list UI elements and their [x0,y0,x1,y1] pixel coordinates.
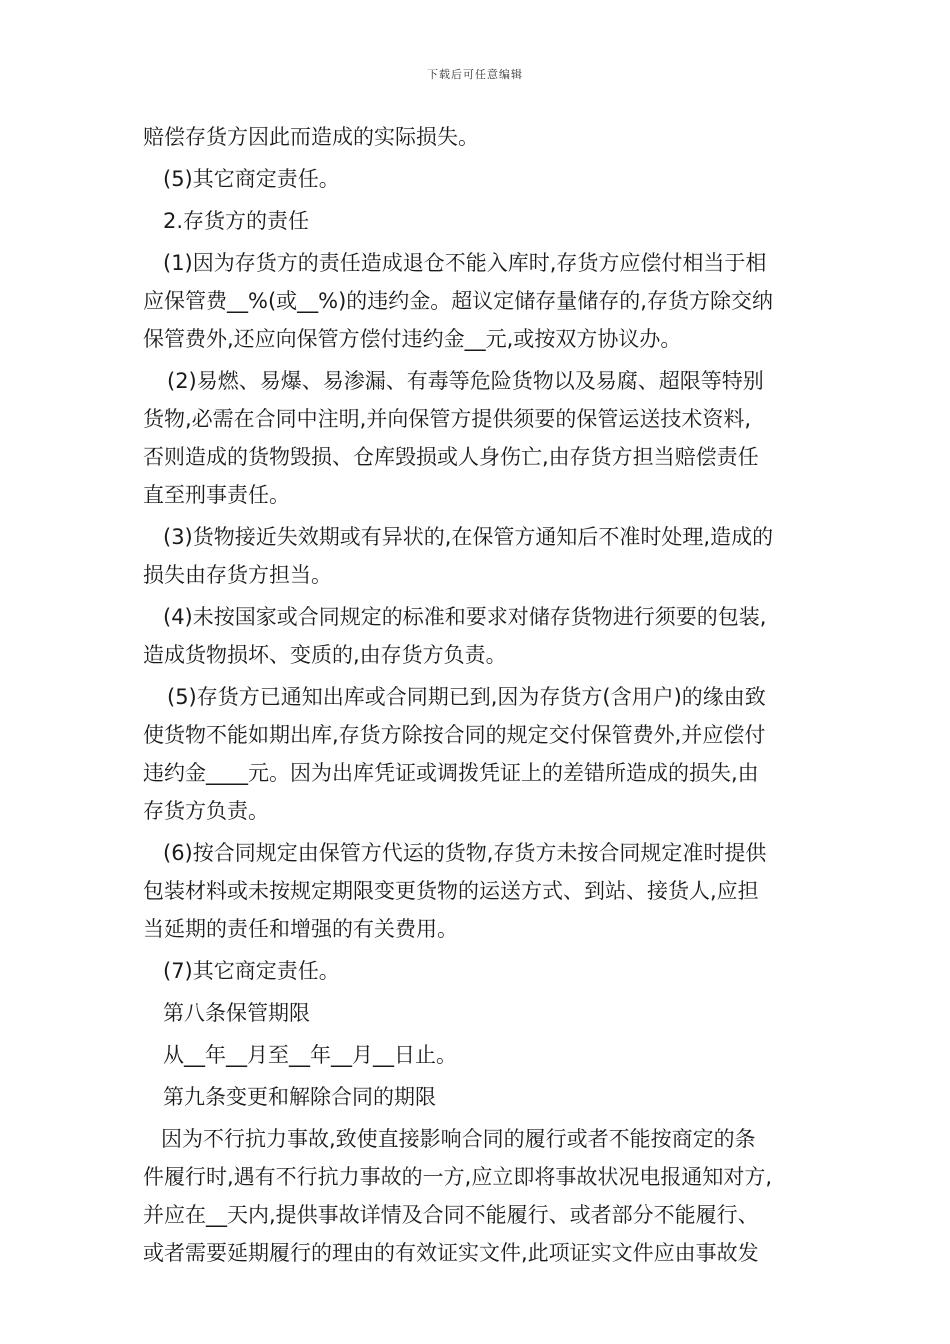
paragraph [143,834,813,948]
paragraph-line: 并应在__天内,提供事故详情及合同不能履行、或者部分不能履行、 [143,1203,759,1227]
paragraph [143,1036,813,1074]
paragraph [143,1120,813,1272]
paragraph [143,244,813,358]
paragraph [143,518,813,594]
paragraph-line: (2)易燃、易爆、易渗漏、有毒等危险货物以及易腐、超限等特别 [167,369,764,393]
paragraph-line: 或者需要延期履行的理由的有效证实文件,此项证实文件应由事故发 [143,1241,759,1265]
paragraph [143,118,813,156]
paragraph-line: 从__年__月至__年__月__日止。 [163,1043,457,1067]
paragraph-line: 违约金____元。因为出库凭证或调拨凭证上的差错所造成的损失,由 [143,761,759,785]
paragraph [143,952,813,990]
paragraph-line: 2.存货方的责任 [163,209,310,233]
paragraph [143,678,813,830]
paragraph-line: 包装材料或未按规定期限变更货物的运送方式、到站、接货人,应担 [143,879,759,903]
paragraph-line: 当延期的责任和增强的有关费用。 [143,917,458,941]
paragraph-line: 保管费外,还应向保管方偿付违约金__元,或按双方协议办。 [143,327,682,351]
paragraph-line: (3)货物接近失效期或有异状的,在保管方通知后不准时处理,造成的 [163,525,774,549]
paragraph-line: 货物,必需在合同中注明,并向保管方提供须要的保管运送技术资料, [143,407,752,431]
paragraph-line: (4)未按国家或合同规定的标准和要求对储存货物进行须要的包装, [163,605,767,629]
paragraph-line: 第九条变更和解除合同的期限 [163,1085,436,1109]
paragraph [143,160,813,198]
paragraph-line: 使货物不能如期出库,存货方除按合同的规定交付保管费外,并应偿付 [143,723,766,747]
paragraph-line: 造成货物损坏、变质的,由存货方负责。 [143,643,507,667]
paragraph [143,362,813,514]
paragraph-line: (5)其它商定责任。 [163,167,340,191]
paragraph-line: 第八条保管期限 [163,1001,310,1025]
paragraph-line: 赔偿存货方因此而造成的实际损失。 [143,125,479,149]
paragraph-line: 件履行时,遇有不行抗力事故的一方,应立即将事故状况电报通知对方, [143,1165,773,1189]
paragraph [143,202,813,240]
paragraph [143,994,813,1032]
page-header-note: 下载后可任意编辑 [427,68,523,81]
paragraph-line: (7)其它商定责任。 [163,959,340,983]
paragraph-line: (5)存货方已通知出库或合同期已到,因为存货方(含用户)的缘由致 [167,685,766,709]
paragraph-line: (1)因为存货方的责任造成退仓不能入库时,存货方应偿付相当于相 [163,251,767,275]
paragraph-line: 损失由存货方担当。 [143,563,332,587]
paragraph-line: 应保管费__%(或__%)的违约金。超议定储存量储存的,存货方除交纳 [143,289,773,313]
paragraph-line: 因为不行抗力事故,致使直接影响合同的履行或者不能按商定的条 [161,1127,756,1151]
document-body [143,118,813,1272]
paragraph-line: 直至刑事责任。 [143,483,290,507]
paragraph-line: 否则造成的货物毁损、仓库毁损或人身伤亡,由存货方担当赔偿责任 [143,445,759,469]
paragraph-line: (6)按合同规定由保管方代运的货物,存货方未按合同规定准时提供 [163,841,767,865]
paragraph-line: 存货方负责。 [143,799,269,823]
paragraph [143,1078,813,1116]
paragraph [143,598,813,674]
